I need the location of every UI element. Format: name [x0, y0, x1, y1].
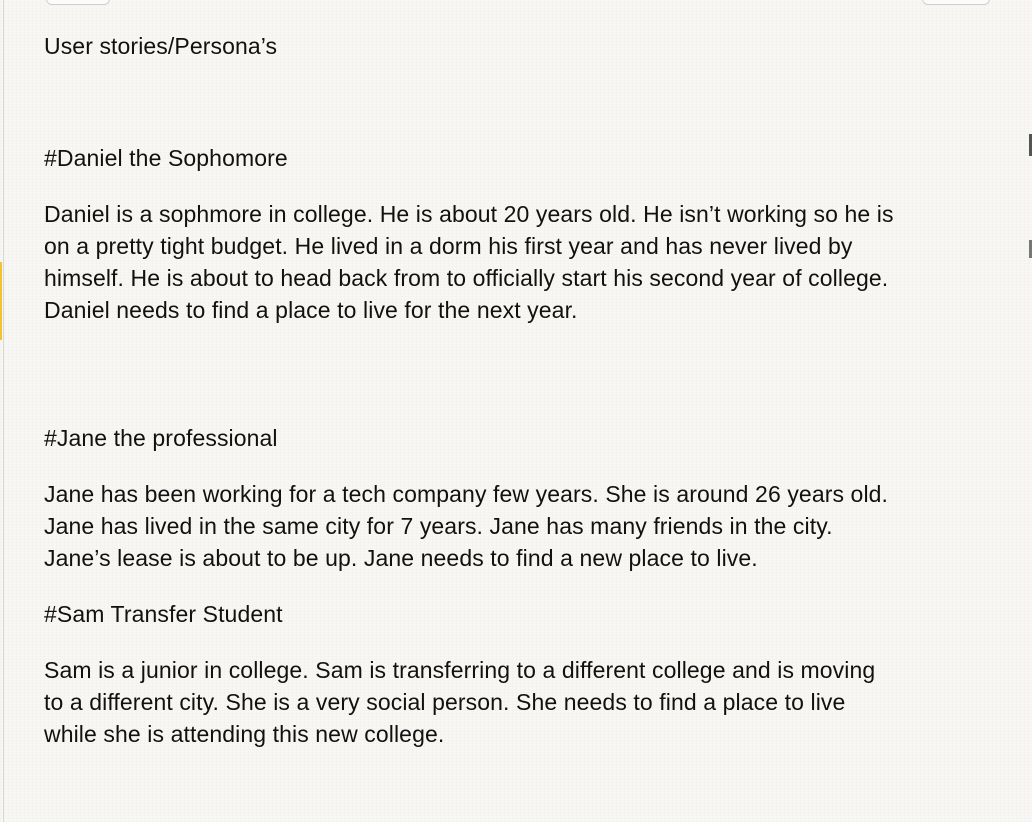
top-right-control[interactable]	[922, 0, 990, 5]
persona-heading-sam[interactable]: #Sam Transfer Student	[44, 601, 283, 627]
persona-body-sam[interactable]: Sam is a junior in college. Sam is transferring to a different college and is moving to a different city. She is a very social person. She needs to find a place to live while she is attending this new college.	[44, 657, 876, 747]
persona-heading-jane[interactable]: #Jane the professional	[44, 425, 278, 451]
persona-body-jane[interactable]: Jane has been working for a tech company few years. She is around 26 years old. Jane has lived in the same city for 7 years. Jane has many friends in the city. Jane’s lease is about to be up. Jane needs to find a new place to live.	[44, 481, 889, 571]
current-line-marker	[0, 262, 2, 340]
note-content[interactable]	[44, 30, 1004, 750]
left-border	[3, 0, 4, 822]
persona-body-daniel[interactable]: Daniel is a sophmore in college. He is about 20 years old. He isn’t working so he is on a pretty tight budget. He lived in a dorm his first year and has never lived by himself. He is about to head back from to officially start his second year of college. Daniel needs to find a place to live for the next year.	[44, 201, 894, 323]
note-title[interactable]: User stories/Persona’s	[44, 33, 278, 59]
top-left-control[interactable]	[46, 0, 110, 5]
persona-heading-daniel[interactable]: #Daniel the Sophomore	[44, 145, 288, 171]
